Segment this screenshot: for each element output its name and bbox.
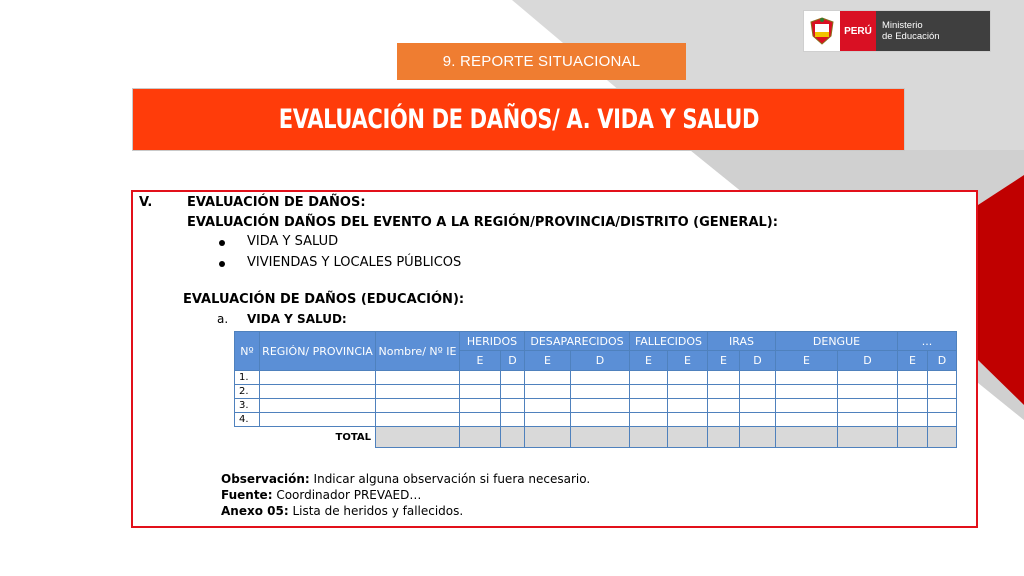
logo-country-label: PERÚ <box>840 11 876 51</box>
header-group-desaparecidos: DESAPARECIDOS <box>525 332 630 351</box>
logo-ministry-line2: de Educación <box>882 31 940 42</box>
note-label: Fuente: <box>221 488 273 502</box>
row-number: 4. <box>235 413 260 427</box>
row-number: 1. <box>235 371 260 385</box>
note-observacion <box>221 472 590 486</box>
item-letter: a. <box>217 312 229 326</box>
subheader-cell: D <box>571 351 630 371</box>
ministry-logo <box>803 10 991 52</box>
header-group-iras: IRAS <box>708 332 776 351</box>
subheader-cell: E <box>708 351 740 371</box>
note-anexo <box>221 504 463 518</box>
document-heading: EVALUACIÓN DE DAÑOS: <box>187 195 366 210</box>
row-number: 3. <box>235 399 260 413</box>
logo-ministry-line1: Ministerio <box>882 20 923 31</box>
section-label: 9. REPORTE SITUACIONAL <box>397 43 686 80</box>
note-label: Anexo 05: <box>221 504 289 518</box>
peru-coat-of-arms-icon <box>804 11 840 51</box>
document-image-frame <box>131 190 978 528</box>
table-row <box>235 385 957 399</box>
title-banner <box>132 88 905 151</box>
subheader-cell: E <box>898 351 928 371</box>
subheader-cell: D <box>838 351 898 371</box>
header-group-fallecidos: FALLECIDOS <box>630 332 708 351</box>
subheader-cell: D <box>740 351 776 371</box>
table-row <box>235 413 957 427</box>
subheader-cell: E <box>630 351 668 371</box>
table-row <box>235 399 957 413</box>
header-region: REGIÓN/ PROVINCIA <box>260 332 376 371</box>
header-no: Nº <box>235 332 260 371</box>
document-subheading: EVALUACIÓN DAÑOS DEL EVENTO A LA REGIÓN/PROVINCIA/DISTRITO (GENERAL): <box>187 215 778 230</box>
subheader-cell: E <box>668 351 708 371</box>
subheader-cell: E <box>525 351 571 371</box>
note-text: Coordinador PREVAED… <box>272 488 422 502</box>
note-text: Indicar alguna observación si fuera necesario. <box>309 472 591 486</box>
damage-table <box>234 331 957 448</box>
bullet-dot <box>219 261 225 267</box>
subheader-cell: E <box>776 351 838 371</box>
row-number: 2. <box>235 385 260 399</box>
header-group-heridos: HERIDOS <box>460 332 525 351</box>
section-number: V. <box>139 195 153 210</box>
header-group-more: ... <box>898 332 957 351</box>
note-label: Observación: <box>221 472 310 486</box>
item-label: VIDA Y SALUD: <box>247 312 347 326</box>
bullet-dot <box>219 240 225 246</box>
slide-title: EVALUACIÓN DE DAÑOS/ A. VIDA Y SALUD <box>278 104 759 135</box>
subheader-cell: D <box>928 351 957 371</box>
note-text: Lista de heridos y fallecidos. <box>288 504 464 518</box>
header-name: Nombre/ Nº IE <box>376 332 460 371</box>
total-row <box>235 427 957 448</box>
bullet-item: VIDA Y SALUD <box>247 234 339 249</box>
header-group-dengue: DENGUE <box>776 332 898 351</box>
logo-ministry-label <box>876 11 990 51</box>
subheader-cell: E <box>460 351 501 371</box>
bullet-item: VIVIENDAS Y LOCALES PÚBLICOS <box>247 255 462 270</box>
table-row <box>235 371 957 385</box>
note-fuente <box>221 488 421 502</box>
subheader-cell: D <box>501 351 525 371</box>
total-label: TOTAL <box>235 427 376 448</box>
education-heading: EVALUACIÓN DE DAÑOS (EDUCACIÓN): <box>183 292 465 307</box>
